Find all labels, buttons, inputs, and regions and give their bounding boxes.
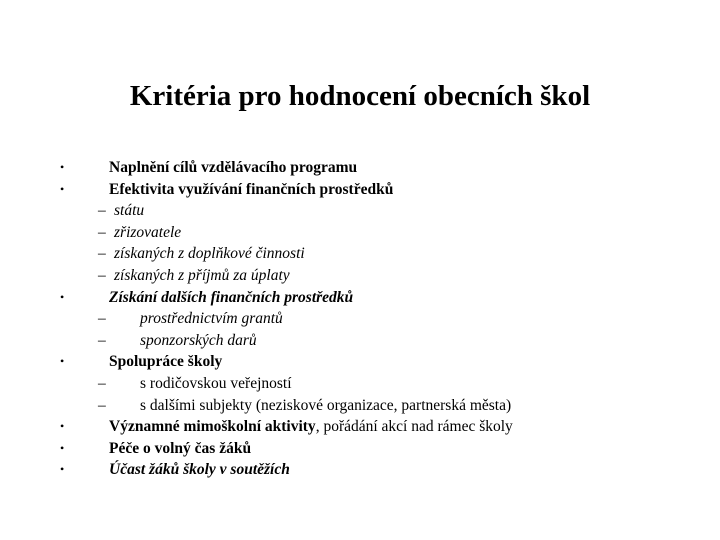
bullet-icon: • <box>60 289 65 304</box>
list-item <box>0 157 720 179</box>
sub-list-item <box>0 243 720 265</box>
sub-list-item <box>0 222 720 244</box>
dash-icon: – <box>98 223 106 241</box>
sub-list-item <box>0 395 720 417</box>
list-item <box>0 179 720 201</box>
list-item <box>0 459 720 481</box>
list-item-text <box>109 416 513 438</box>
criteria-list <box>0 157 720 481</box>
dash-icon: – <box>98 396 106 414</box>
bullet-icon: • <box>60 181 65 196</box>
bullet-icon: • <box>60 419 65 434</box>
list-item-text: Efektivita využívání finančních prostředků <box>109 180 394 198</box>
bullet-icon: • <box>60 440 65 455</box>
bullet-icon: • <box>60 462 65 477</box>
bullet-icon: • <box>60 354 65 369</box>
list-item <box>0 416 720 438</box>
slide-title: Kritéria pro hodnocení obecních škol <box>129 80 591 112</box>
list-item-text: Spolupráce školy <box>109 353 223 371</box>
list-item-text: Účast žáků školy v soutěžích <box>109 461 290 479</box>
dash-icon: – <box>98 331 106 349</box>
sub-list-item <box>0 373 720 395</box>
sub-list-item-text: sponzorských darů <box>140 331 257 349</box>
bullet-icon: • <box>60 160 65 174</box>
sub-list-item <box>0 308 720 330</box>
dash-icon: – <box>98 374 106 392</box>
list-item <box>0 287 720 309</box>
sub-list-item-text: získaných z příjmů za úplaty <box>114 266 290 284</box>
dash-icon: – <box>98 245 106 263</box>
sub-list-item <box>0 330 720 352</box>
sub-list-item-text: zřizovatele <box>114 223 182 241</box>
dash-icon: – <box>98 310 106 328</box>
list-item <box>0 438 720 460</box>
sub-list-item <box>0 265 720 287</box>
sub-list-item-text: s dalšími subjekty (neziskové organizace, partnerská města) <box>140 396 512 414</box>
sub-list-item-text: s rodičovskou veřejností <box>140 374 292 392</box>
list-item-text-suffix: , pořádání akcí nad rámec školy <box>315 418 513 436</box>
sub-list-item-text: získaných z doplňkové činnosti <box>114 245 305 263</box>
sub-list-item-text: prostřednictvím grantů <box>140 310 283 328</box>
list-item-text: Naplnění cílů vzdělávacího programu <box>109 159 358 176</box>
dash-icon: – <box>98 266 106 284</box>
list-item <box>0 351 720 373</box>
sub-list-item-text: státu <box>114 202 145 220</box>
list-item-text: Péče o volný čas žáků <box>109 439 252 457</box>
list-item-text-emphasis: Významné mimoškolní aktivity <box>109 418 316 436</box>
list-item-text: Získání dalších finančních prostředků <box>109 288 354 306</box>
dash-icon: – <box>98 202 106 220</box>
sub-list-item <box>0 200 720 222</box>
